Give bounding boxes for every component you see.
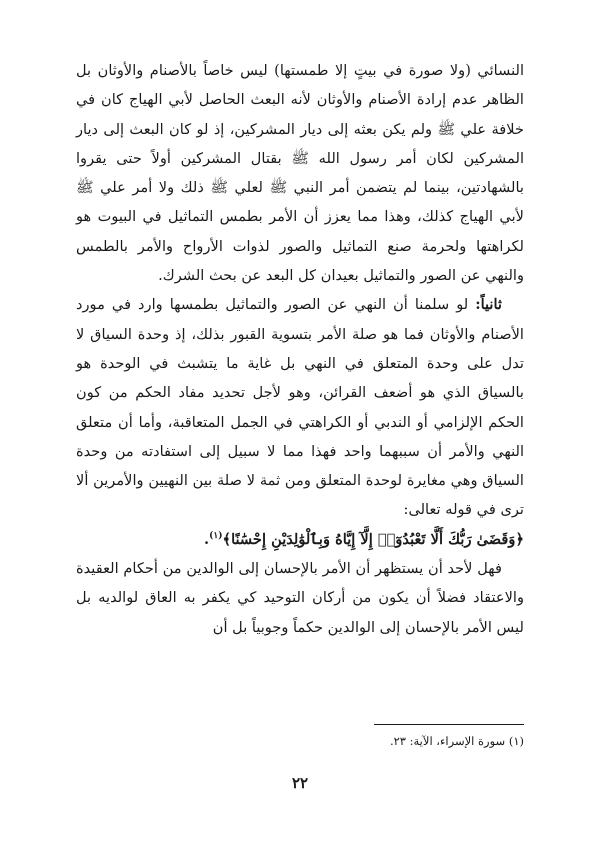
page-number: ٢٢ <box>291 774 309 792</box>
verse-text: ﴿وَقَضَىٰ رَبُّكَ أَلَّا تَعْبُدُوٓا۟ إِلَّآ إِيَّاهُ وَبِٱلْوَٰلِدَيْنِ إِحْسَٰنًا﴾ <box>222 530 524 548</box>
footnote-divider <box>374 724 524 725</box>
paragraph-3: فهل لأحد أن يستظهر أن الأمر بالإحسان إلى الوالدين من أحكام العقيدة والاعتقاد فضلاً أن يكون من أركان التوحيد كي يكفر به العاق لوالديه بل ليس الأمر بالإحسان إلى الوالدين حكماً وجوبياً بل أن <box>76 560 524 636</box>
quran-verse <box>76 525 524 554</box>
body-text <box>76 56 524 642</box>
verse-footnote-ref[interactable]: (١) <box>209 530 223 541</box>
paragraph-2 <box>76 290 524 524</box>
paragraph-2-body: لو سلمنا أن النهي عن الصور والتماثيل بطمسها وارد في مورد الأصنام والأوثان فما هو صلة الأمر بتسوية القبور بذلك، إذ وحدة السياق لا تدل على وحدة المتعلق في النهي بل غاية ما يتشبث في الوحدة هو بالسياق الذي هو أضعف القرائن، وهو لأجل تحديد مفاد الحكم من كون الحكم الإلزامي أو الندبي أو الكراهتي في الجمل المتعاقبة، وأما أن متعلق النهي والأمر أن سببهما واحد فهذا مما لا سبيل إلى استفادته من وحدة السياق وهي مغايرة لوحدة المتعلق ومن ثمة لا صلة بين النهيين والأمرين ألا ترى في قوله تعالى: <box>76 296 524 519</box>
footnote-text: سورة الإسراء، الآية: ٢٣. <box>389 734 506 748</box>
paragraph-2-lead: ثانياً: <box>475 296 502 314</box>
footnote <box>390 732 524 750</box>
footnote-marker: (١) <box>508 734 524 748</box>
paragraph-1: النسائي (ولا صورة في بيتٍ إلا طمستها) ليس خاصاً بالأصنام والأوثان بل الظاهر عدم إرادة الأصنام والأوثان لأنه البعث الحاصل لأبي الهياج كان في خلافة علي ﷺ ولم يكن بعثه إلى ديار المشركين، إذ لو كان البعث إلى ديار المشركين لكان أمر رسول الله ﷺ بقتال المشركين أولاً حتى يقروا بالشهادتين، بينما لم يتضمن أمر النبي ﷺ لعلي ﷺ ذلك ولا أمر علي ﷺ لأبي الهياج كذلك، وهذا مما يعزز أن الأمر بطمس التماثيل في البيوت هو لكراهتها ولحرمة صنع التماثيل والصور لذوات الأرواح والأمر بالطمس والنهي عن الصور والتماثيل بعيدان كل البعد عن بحث الشرك. <box>76 62 524 285</box>
document-page <box>76 56 524 816</box>
verse-end: . <box>204 530 210 548</box>
